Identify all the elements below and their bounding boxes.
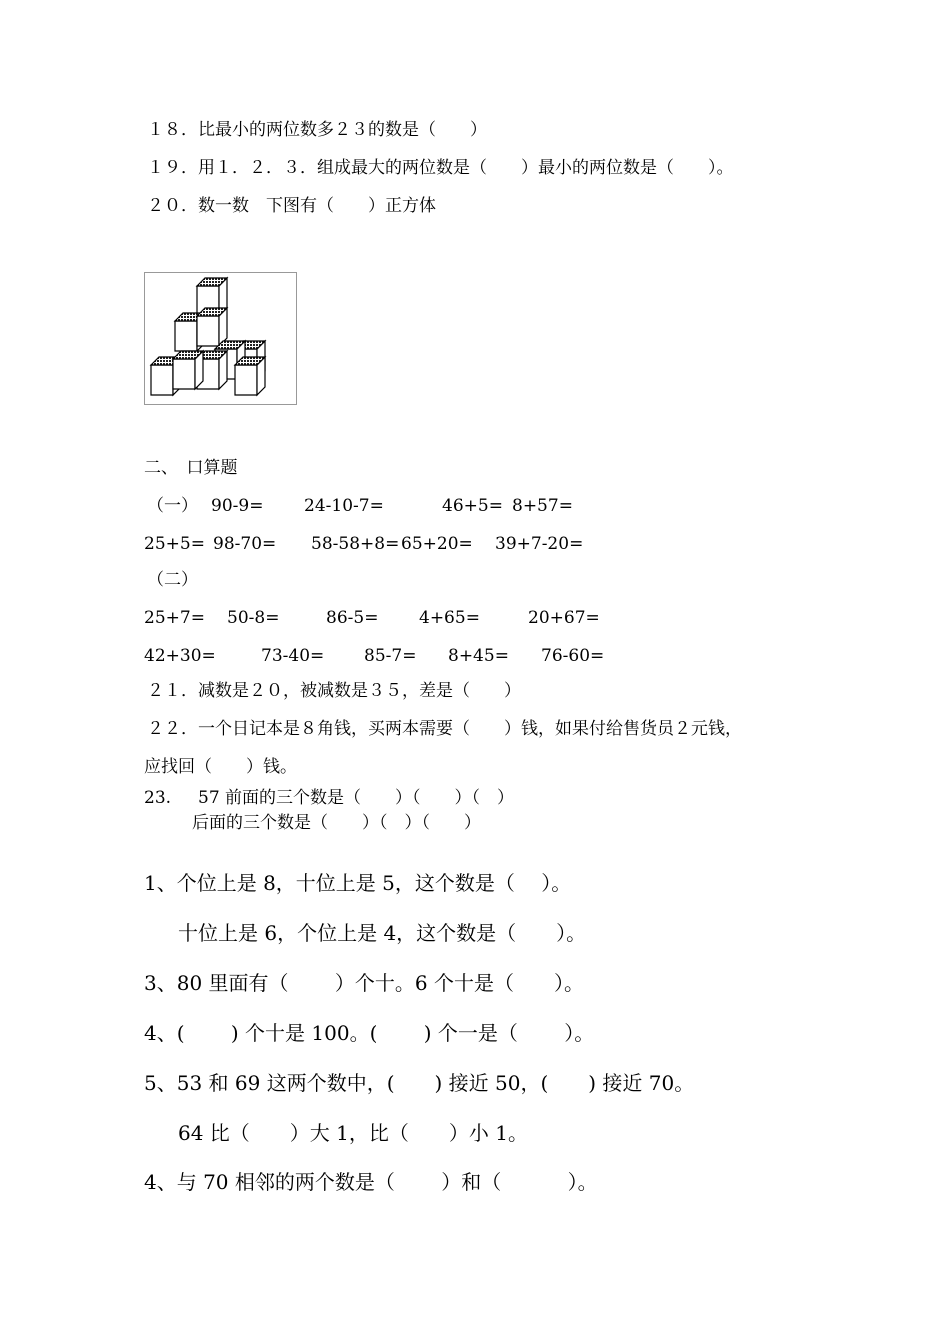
problem-6: 4、与 70 相邻的两个数是（ ）和（ ）。	[144, 1170, 598, 1194]
problem: 25+5=	[144, 534, 205, 554]
question-19: １９．用１．２．３．组成最大的两位数是（ ）最小的两位数是（ ）。	[147, 158, 734, 178]
question-23-line-1: 57 前面的三个数是（ ）（ ）（ ）	[198, 788, 515, 808]
problem: 4+65=	[419, 608, 480, 628]
question-18: １８．比最小的两位数多２３的数是（ ）	[147, 120, 487, 140]
problem-5-line-2: 64 比（ ）大 1，比（ ）小 1。	[178, 1121, 528, 1145]
problem: 58-58+8=	[311, 534, 400, 554]
problem-4: 4、( ) 个十是 100。( ) 个一是（ ）。	[144, 1021, 595, 1045]
problem: 98-70=	[213, 534, 277, 554]
problem: 8+45=	[448, 646, 509, 666]
problem: 42+30=	[144, 646, 216, 666]
part-1-label: （一）	[147, 496, 198, 516]
problem: 20+67=	[528, 608, 600, 628]
problem-3: 3、80 里面有（ ）个十。6 个十是（ ）。	[144, 971, 584, 995]
question-21: ２１．减数是２０，被减数是３５，差是（ ）	[147, 681, 521, 701]
cube-stack-drawing	[145, 273, 296, 404]
problem: 90-9=	[211, 496, 264, 516]
question-22-line-1: ２２．一个日记本是８角钱，买两本需要（ ）钱，如果付给售货员２元钱，	[147, 719, 742, 739]
problem: 39+7-20=	[495, 534, 584, 554]
cube-stack-figure	[144, 272, 297, 405]
problem: 85-7=	[364, 646, 417, 666]
problem: 76-60=	[541, 646, 605, 666]
problem-1-line-1: 1、个位上是 8，十位上是 5，这个数是（ ）。	[144, 871, 572, 895]
problem: 24-10-7=	[304, 496, 384, 516]
problem-1-line-2: 十位上是 6，个位上是 4，这个数是（ ）。	[178, 921, 587, 945]
question-23-number: 23.	[144, 788, 172, 808]
problem: 8+57=	[512, 496, 573, 516]
problem: 73-40=	[261, 646, 325, 666]
section-2-heading: 二、 口算题	[144, 458, 238, 478]
problem: 86-5=	[326, 608, 379, 628]
part-2-label: （二）	[147, 570, 198, 590]
question-20: ２０．数一数 下图有（ ）正方体	[147, 196, 436, 216]
question-23-line-2: 后面的三个数是（ ）（ ）（ ）	[192, 813, 481, 833]
question-22-line-2: 应找回（ ）钱。	[144, 757, 297, 777]
problem: 50-8=	[227, 608, 280, 628]
problem-5-line-1: 5、53 和 69 这两个数中，( ) 接近 50，( ) 接近 70。	[144, 1071, 695, 1095]
problem: 65+20=	[401, 534, 473, 554]
problem: 25+7=	[144, 608, 205, 628]
problem: 46+5=	[442, 496, 503, 516]
